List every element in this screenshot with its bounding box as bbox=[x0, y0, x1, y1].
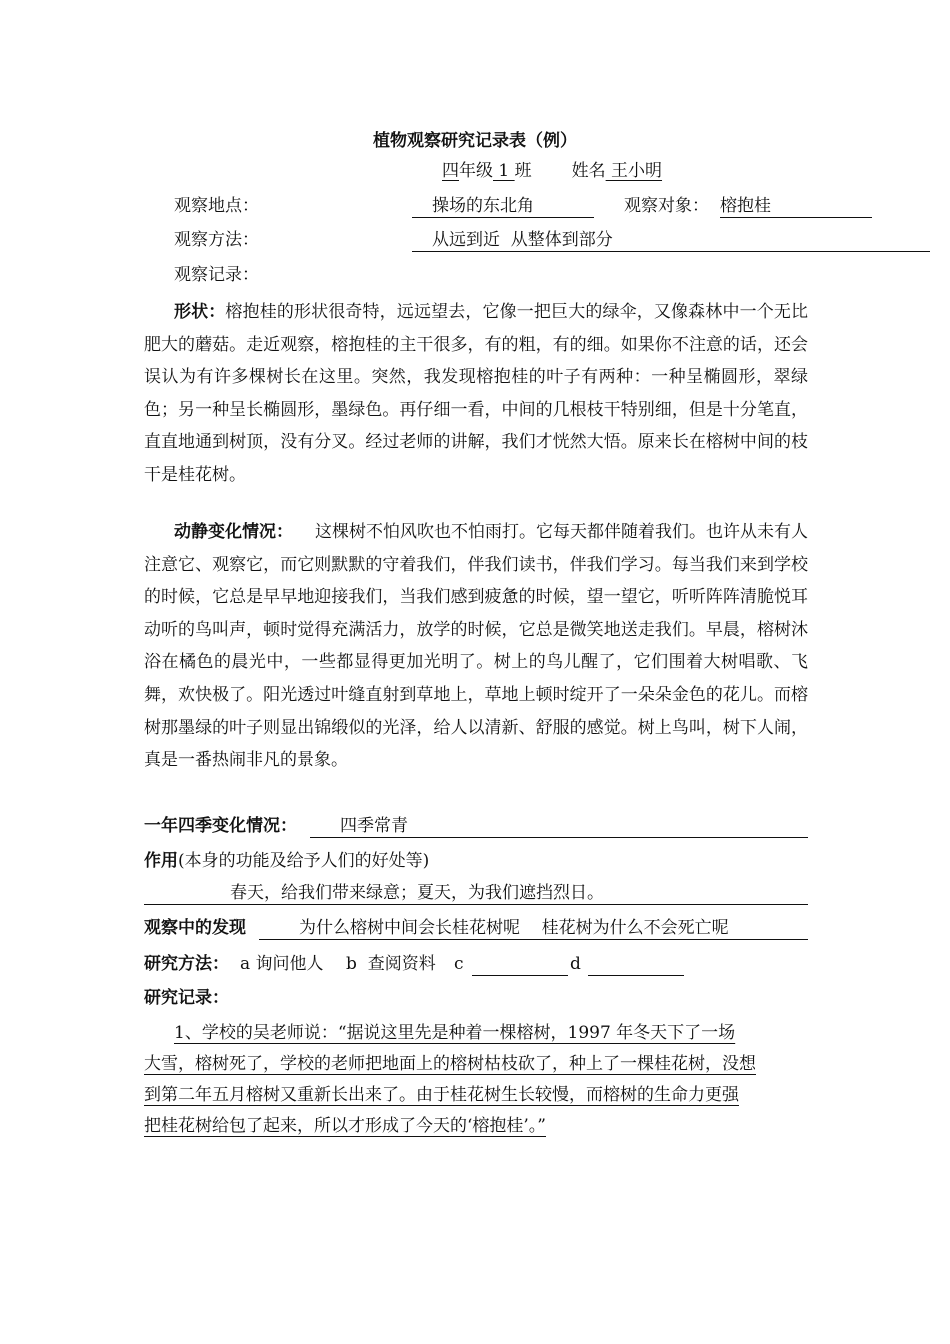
method-field bbox=[412, 229, 930, 252]
grade-prefix: 四 bbox=[442, 161, 459, 181]
name-label: 姓名 bbox=[571, 161, 606, 181]
page-title: 植物观察研究记录表（例） bbox=[373, 131, 577, 151]
method-option-c-blank bbox=[472, 953, 568, 976]
discovery-field bbox=[259, 917, 808, 940]
shape-label: 形状： bbox=[174, 302, 226, 322]
function-field bbox=[144, 882, 808, 905]
seasons-label: 一年四季变化情况： bbox=[144, 816, 297, 836]
research-record-line: 1、学校的吴老师说：“据说这里先是种着一棵榕树，1997 年冬天下了一场 bbox=[174, 1023, 736, 1043]
object-value: 榕抱桂 bbox=[720, 196, 771, 216]
function-value: 春天，给我们带来绿意；夏天，为我们遮挡烈日。 bbox=[230, 883, 604, 903]
discovery-value: 为什么榕树中间会长桂花树呢 桂花树为什么不会死亡呢 bbox=[299, 918, 729, 938]
method-option-d: d bbox=[570, 954, 581, 974]
location-object-row bbox=[144, 195, 808, 219]
student-name: 王小明 bbox=[605, 161, 663, 181]
method-label: 观察方法： bbox=[174, 230, 259, 250]
research-record-line: 大雪，榕树死了，学校的老师把地面上的榕树枯枝砍了，种上了一棵桂花树，没想 bbox=[144, 1054, 756, 1074]
method-option-b: b 查阅资料 bbox=[346, 954, 436, 974]
location-field bbox=[412, 195, 594, 218]
object-label: 观察对象： bbox=[624, 196, 709, 216]
research-method-label: 研究方法： bbox=[144, 954, 229, 974]
method-value: 从远到近 从整体到部分 bbox=[432, 230, 613, 250]
class-label: 班 bbox=[514, 161, 532, 181]
location-label: 观察地点： bbox=[174, 196, 259, 216]
dynamic-text: 这棵树不怕风吹也不怕雨打。它每天都伴随着我们。也许从未有人注意它、观察它，而它则默默的守着我们，伴我们读书，伴我们学习。每当我们来到学校的时候，它总是早早地迎接我们，当我们感到疲惫的时候，望一望它，听听阵阵清脆悦耳动听的鸟叫声，顿时觉得充满活力，放学的时候，它总是微笑地送走我们。早晨，榕树沐浴在橘色的晨光中，一些都显得更加光明了。树上的鸟儿醒了，它们围着大树唱歌、飞舞，欢快极了。阳光透过叶缝直射到草地上，草地上顿时绽开了一朵朵金色的花儿。而榕树那墨绿的叶子则显出锦缎似的光泽，给人以清新、舒服的感觉。树上鸟叫，树下人闹，真是一番热闹非凡的景象。 bbox=[144, 522, 808, 771]
class-number: 1 bbox=[493, 161, 515, 181]
grade-label: 年级 bbox=[459, 161, 493, 181]
discovery-label: 观察中的发现 bbox=[144, 918, 246, 938]
function-heading bbox=[144, 850, 808, 872]
research-record-line: 到第二年五月榕树又重新长出来了。由于桂花树生长较慢，而榕树的生命力更强 bbox=[144, 1085, 739, 1105]
function-label: 作用 bbox=[144, 851, 178, 871]
method-option-c: c bbox=[454, 954, 464, 974]
seasons-row bbox=[144, 815, 808, 839]
dynamic-label: 动静变化情况： bbox=[174, 522, 293, 542]
research-record-line: 把桂花树给包了起来，所以才形成了今天的‘榕抱桂’。” bbox=[144, 1116, 546, 1136]
function-row bbox=[144, 882, 808, 906]
method-option-d-blank bbox=[588, 953, 684, 976]
dynamic-paragraph bbox=[144, 516, 808, 777]
location-value: 操场的东北角 bbox=[432, 196, 534, 216]
seasons-value: 四季常青 bbox=[340, 816, 408, 836]
object-field bbox=[720, 195, 872, 218]
research-record-label: 研究记录： bbox=[144, 988, 229, 1008]
grade-name-line bbox=[442, 160, 742, 182]
research-record-text bbox=[144, 1018, 808, 1142]
function-note: (本身的功能及给予人们的好处等) bbox=[178, 851, 430, 871]
research-method-row bbox=[144, 953, 808, 977]
shape-paragraph bbox=[144, 296, 808, 491]
method-option-a: a 询问他人 bbox=[240, 954, 324, 974]
method-row bbox=[144, 229, 808, 253]
seasons-field bbox=[310, 815, 808, 838]
discovery-row bbox=[144, 917, 808, 941]
record-label: 观察记录： bbox=[174, 265, 259, 285]
shape-text: 榕抱桂的形状很奇特，远远望去，它像一把巨大的绿伞，又像森林中一个无比肥大的蘑菇。走近观察，榕抱桂的主干很多，有的粗，有的细。如果你不注意的话，还会误认为有许多棵树长在这里。突然，我发现榕抱桂的叶子有两种：一种呈椭圆形，翠绿色；另一种呈长椭圆形，墨绿色。再仔细一看，中间的几根枝干特别细，但是十分笔直，直直地通到树顶，没有分叉。经过老师的讲解，我们才恍然大悟。原来长在榕树中间的枝干是桂花树。 bbox=[144, 302, 809, 485]
